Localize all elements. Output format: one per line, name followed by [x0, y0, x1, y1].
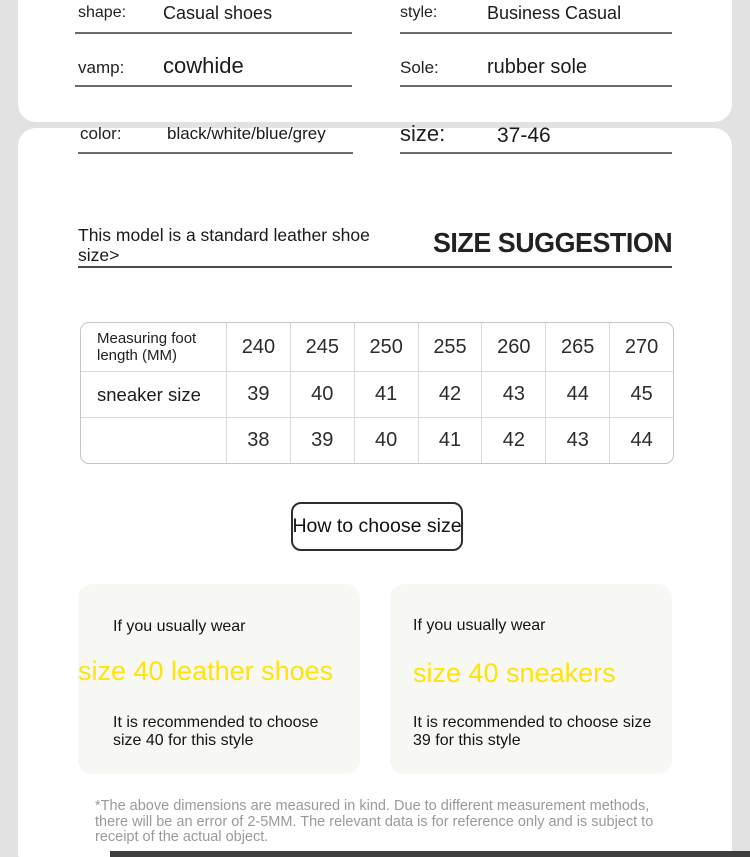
size-table — [80, 322, 674, 464]
row-header-foot-length: Measuring foot length (MM) — [81, 323, 227, 371]
vamp-underline — [75, 85, 352, 87]
table-cell: 39 — [291, 418, 355, 463]
table-cell: 245 — [291, 323, 355, 371]
style-label: style: — [400, 4, 438, 21]
sole-underline — [400, 85, 672, 87]
rec-detail: It is recommended to choose size 40 for this style — [113, 714, 319, 749]
shape-underline — [75, 32, 352, 34]
row-header-empty — [81, 418, 227, 463]
sole-value: rubber sole — [487, 56, 588, 78]
table-cell: 260 — [482, 323, 546, 371]
table-cell: 40 — [291, 372, 355, 417]
table-cell: 38 — [227, 418, 291, 463]
rec-intro: If you usually wear — [113, 618, 246, 635]
rec-highlight: size 40 leather shoes — [78, 656, 334, 686]
bottom-content-edge — [110, 851, 750, 857]
row-header-sneaker-size: sneaker size — [81, 372, 227, 417]
table-cell: 44 — [630, 429, 653, 451]
color-value: black/white/blue/grey — [167, 124, 326, 143]
size-value: 37-46 — [497, 124, 551, 147]
heading-divider — [78, 266, 672, 268]
table-cell: 42 — [482, 418, 546, 463]
sneaker-recommendation-panel — [390, 584, 672, 774]
color-underline — [78, 152, 353, 154]
table-cell: 240 — [227, 323, 291, 371]
color-label: color: — [80, 124, 122, 143]
table-cell: 39 — [227, 372, 291, 417]
table-cell: 42 — [419, 372, 483, 417]
leather-shoe-recommendation-panel — [78, 584, 360, 774]
shape-label: shape: — [78, 4, 127, 21]
table-cell: 41 — [355, 372, 419, 417]
standard-size-note: This model is a standard leather shoe size> — [78, 225, 370, 265]
table-cell: 270 — [624, 335, 659, 358]
table-cell: 40 — [355, 418, 419, 463]
table-cell: 255 — [419, 323, 483, 371]
rec-detail: It is recommended to choose size 39 for this style — [413, 714, 652, 749]
table-cell: 44 — [546, 372, 610, 417]
table-cell: 250 — [355, 323, 419, 371]
rec-highlight: size 40 sneakers — [413, 658, 616, 688]
vamp-value: cowhide — [163, 53, 244, 78]
table-cell: 265 — [546, 323, 610, 371]
rec-intro: If you usually wear — [413, 617, 546, 634]
table-row-foot-length — [81, 323, 673, 372]
style-value: Business Casual — [487, 3, 622, 23]
table-cell: 43 — [482, 372, 546, 417]
size-underline — [400, 152, 672, 154]
how-to-choose-size-button[interactable] — [291, 502, 463, 551]
table-cell: 41 — [419, 418, 483, 463]
how-to-choose-size-label: How to choose size — [292, 515, 462, 537]
table-cell: 45 — [630, 383, 653, 405]
size-label: size: — [400, 121, 446, 146]
sole-label: Sole: — [400, 58, 439, 77]
measurement-disclaimer: *The above dimensions are measured in kind. Due to different measurement methods, there will be an error of 2-5MM. The relevant data is for reference only and is subject to receipt of the actual object. — [95, 798, 654, 846]
table-cell: 43 — [546, 418, 610, 463]
table-row-alt-size — [81, 418, 673, 463]
size-suggestion-heading: SIZE SUGGESTION — [432, 227, 672, 258]
table-row-sneaker-size — [81, 372, 673, 418]
style-underline — [400, 32, 672, 34]
vamp-label: vamp: — [78, 58, 125, 77]
shape-value: Casual shoes — [163, 3, 273, 23]
